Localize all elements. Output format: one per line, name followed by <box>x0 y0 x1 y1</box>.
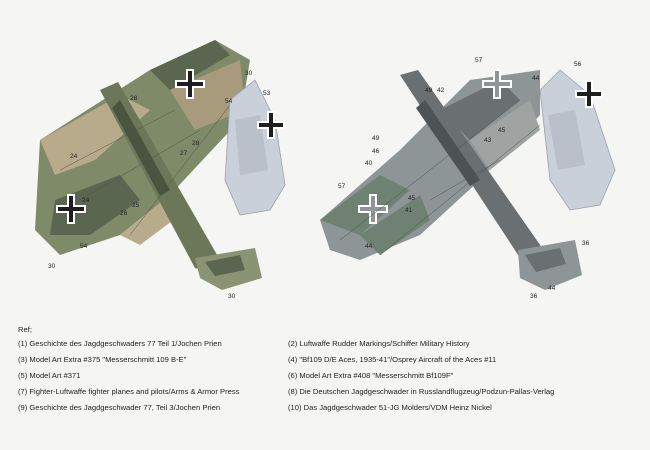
left-label: 28 <box>192 140 200 147</box>
right-tail-label: 56 <box>574 61 582 68</box>
reference-item: (4) "Bf109 D/E Aces, 1935-41"/Osprey Aircraft of the Aces #11 <box>288 355 497 364</box>
right-label: 49 <box>425 87 433 94</box>
right-label: 46 <box>372 148 380 155</box>
reference-item: (2) Luftwaffe Rudder Markings/Schiffer Military History <box>288 339 470 348</box>
reference-item: (5) Model Art #371 <box>18 371 81 380</box>
left-label: 54 <box>225 98 233 105</box>
left-label: 30 <box>48 263 56 270</box>
left-label: 30 <box>245 70 253 77</box>
left-tail-label: 53 <box>263 90 271 97</box>
right-label: 41 <box>405 207 413 214</box>
right-label: 44 <box>548 285 556 292</box>
right-label: 57 <box>338 183 346 190</box>
left-label: 27 <box>180 150 188 157</box>
left-label: 25 <box>132 202 140 209</box>
right-label: 57 <box>475 57 483 64</box>
reference-item: (9) Geschichte des Jagdgeschwader 77, Teil 3/Jochen Prien <box>18 403 221 412</box>
right-tail-side-view <box>540 70 615 210</box>
left-label: 26 <box>120 210 128 217</box>
right-label: 45 <box>498 127 506 134</box>
right-label: 44 <box>365 243 373 250</box>
reference-item: (3) Model Art Extra #375 "Messerschmitt 109 B-E" <box>18 355 187 364</box>
reference-item: (7) Fighter-Luftwaffe fighter planes and pilots/Arms & Armor Press <box>18 387 240 396</box>
reference-item: (1) Geschichte des Jagdgeschwaders 77 Teil 1/Jochen Prien <box>18 339 222 348</box>
right-label: 49 <box>372 135 380 142</box>
left-label: 24 <box>70 153 78 160</box>
references-title: Ref; <box>18 325 32 334</box>
left-label: 28 <box>130 95 138 102</box>
right-label: 36 <box>582 240 590 247</box>
right-label: 44 <box>532 75 540 82</box>
left-tail-side-view <box>225 80 285 215</box>
left-label: 24 <box>82 197 90 204</box>
right-label: 40 <box>365 160 373 167</box>
right-label: 42 <box>437 87 445 94</box>
right-label: 36 <box>530 293 538 300</box>
right-label: 43 <box>484 137 492 144</box>
reference-item: (10) Das Jagdgeschwader 51-JG Molders/VDM Heinz Nickel <box>288 403 492 412</box>
left-label: 54 <box>80 243 88 250</box>
left-label: 30 <box>228 293 236 300</box>
right-label: 45 <box>408 195 416 202</box>
reference-item: (6) Model Art Extra #408 "Messerschmitt Bf109F" <box>288 371 454 380</box>
reference-item: (8) Die Deutschen Jagdgeschwader in Russlandflugzeug/Podzun-Pallas-Verlag <box>288 387 555 396</box>
